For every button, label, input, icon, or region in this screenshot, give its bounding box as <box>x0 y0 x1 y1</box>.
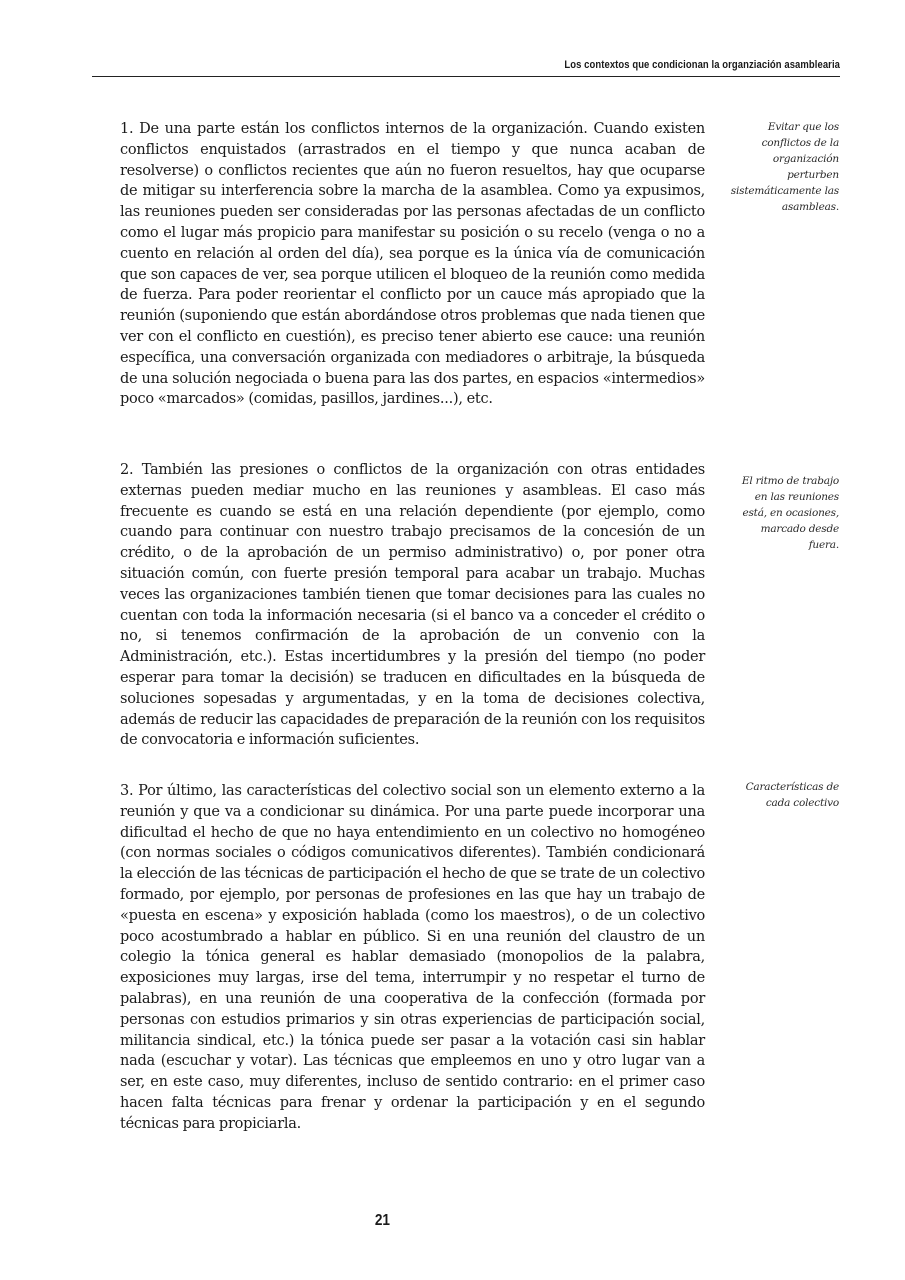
body-paragraph-2: 2. También las presiones o conflictos de la organización con otras entidades externas pueden mediar mucho en las reuniones y asambleas. El caso más frecuente es cuando se está en una relación dependiente (por ejemplo, como cuando para continuar con nuestro trabajo precisamos de la concesión de un crédito, o de la aprobación de un permiso administrativo) o, por poner otra situación común, con fuerte presión temporal para acabar un trabajo. Muchas veces las organizaciones también tienen que tomar decisiones para las cuales no cuentan con toda la información necesaria (si el banco va a conceder el crédito o no, si tenemos confirmación de la aprobación de un convenio con la Administración, etc.). Estas incertidumbres y la presión del tiempo (no poder esperar para tomar la decisión) se traducen en dificultades en la búsqueda de soluciones sopesadas y argumentadas, y en la toma de decisiones colectiva, además de reducir las capacidades de preparación de la reunión con los requisitos de convocatoria e información suficientes. <box>120 462 705 749</box>
header-divider <box>92 76 840 77</box>
body-paragraph-1: 1. De una parte están los conflictos internos de la organización. Cuando existen conflictos enquistados (arrastrados en el tiempo y que nunca acaban de resolverse) o conflictos recientes que aún no fueron resueltos, hay que ocuparse de mitigar su interferencia sobre la marcha de la asamblea. Como ya expusimos, las reuniones pueden ser consideradas por las personas afectadas de un conflicto como el lugar más propicio para manifestar su posición o su recelo (venga o no a cuento en relación al orden del día), sea porque es la única vía de comunicación que son capaces de ver, sea porque utilicen el bloqueo de la reunión como medida de fuerza. Para poder reorientar el conflicto por un cauce más apropiado que la reunión (suponiendo que están abordándose otros problemas que nada tienen que ver con el conflicto en cuestión), es preciso tener abierto ese cauce: una reunión específica, una conversación organizada con mediadores o arbitraje, la búsqueda de una solución negociada o buena para las dos partes, en espacios «intermedios» poco «marcados» (comidas, pasillos, jardines...), etc. <box>120 121 705 408</box>
running-header-title: Los contextos que condicionan la organziación asamblearia <box>564 59 840 71</box>
body-paragraph-3: 3. Por último, las características del colectivo social son un elemento externo a la reunión y que va a condicionar su dinámica. Por una parte puede incorporar una dificultad el hecho de que no haya entendimiento en un colectivo no homogéneo (con normas sociales o códigos comunicativos diferentes). También condicionará la elección de las técnicas de participación el hecho de que se trate de un colectivo formado, por ejemplo, por personas de profesiones en las que hay un trabajo de «puesta en escena» y exposición hablada (como los maestros), o de un colectivo poco acostumbrado a hablar en público. Si en una reunión del claustro de un colegio la tónica general es hablar demasiado (monopolios de la palabra, exposiciones muy largas, irse del tema, interrumpir y no respetar el turno de palabras), en una reunión de una cooperativa de la confección (formada por personas con estudios primarios y sin otras experiencias de participación social, militancia sindical, etc.) la tónica puede ser pasar a la votación casi sin hablar nada (escuchar y votar). Las técnicas que empleemos en uno y otro lugar van a ser, en este caso, muy diferentes, incluso de sentido contrario: en el primer caso hacen falta técnicas para frenar y ordenar la participación y en el segundo técnicas para propiciarla. <box>120 783 705 1132</box>
margin-note-3: Características de cada colectivo <box>745 781 839 809</box>
margin-note-1: Evitar que los conflictos de la organización perturben sistemáticamente las asambleas. <box>730 121 839 213</box>
page-number: 21 <box>374 1212 390 1229</box>
margin-note-2: El ritmo de trabajo en las reuniones está, en ocasiones, marcado desde fuera. <box>741 475 839 551</box>
